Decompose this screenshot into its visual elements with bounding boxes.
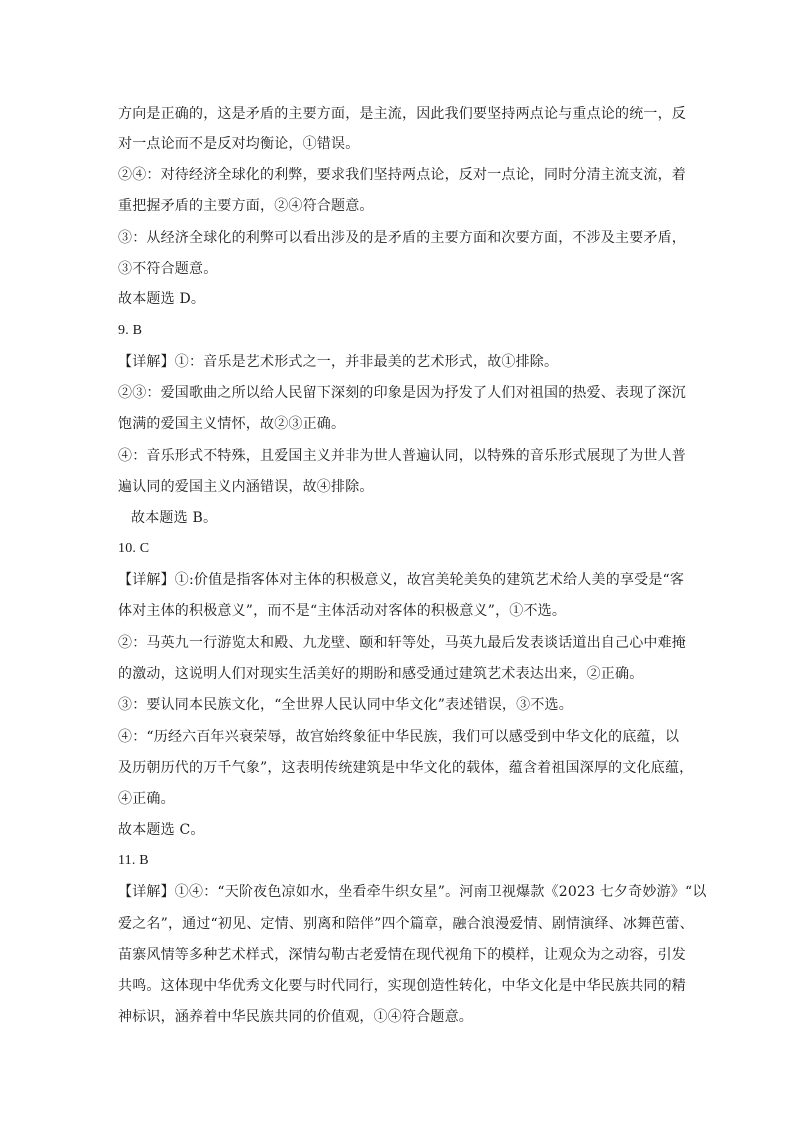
text-line: 苗寨风情等多种艺术样式，深情勾勒古老爱情在现代视角下的模样，让观众为之动容，引发 [118,947,686,963]
text-line: ②③：爱国歌曲之所以给人民留下深刻的印象是因为抒发了人们对祖国的热爱、表现了深沉 [118,385,686,401]
text-line: ④：“历经六百年兴衰荣辱，故宫始终象征中华民族，我们可以感受到中华文化的底蕴，以 [118,729,680,745]
text-line: 的激动，这说明人们对现实生活美好的期盼和感受通过建筑艺术表达出来，②正确。 [118,666,644,682]
text-line: 共鸣。这体现中华优秀文化要与时代同行，实现创造性转化，中华文化是中华民族共同的精 [118,978,686,994]
text-line: ④正确。 [118,791,175,807]
text-line: 饱满的爱国主义情怀，故②③正确。 [118,416,346,432]
text-line: ②④：对待经济全球化的利弊，要求我们坚持两点论，反对一点论，同时分清主流支流，着 [118,167,686,183]
text-line: 神标识，涵养着中华民族共同的价值观，①④符合题意。 [118,1009,473,1025]
text-line: 故本题选 D。 [118,291,206,307]
text-line: 爱之名”，通过“初见、定情、别离和陪伴”四个篇章，融合浪漫爱情、剧情演绎、冰舞芭蕾、 [118,916,694,932]
text-line: 重把握矛盾的主要方面，②④符合题意。 [118,198,374,214]
text-line: 故本题选 C。 [118,822,205,838]
question-number: 10. C [118,541,150,556]
text-line: 体对主体的积极意义”，而不是“主体活动对客体的积极意义”，①不选。 [118,603,567,619]
question-number: 9. B [118,323,143,338]
text-line: ③：从经济全球化的利弊可以看出涉及的是矛盾的主要方面和次要方面，不涉及主要矛盾， [118,230,686,246]
text-line: 方向是正确的，这是矛盾的主要方面，是主流，因此我们要坚持两点论与重点论的统一，反 [118,106,686,122]
text-line: 遍认同的爱国主义内涵错误，故④排除。 [118,479,374,495]
text-line: ③不符合题意。 [118,261,218,277]
text-line: 【详解】①④：“天阶夜色凉如水，坐看牵牛织女星”。河南卫视爆款《2023 七夕奇妙游》“以 [118,884,707,900]
text-line: 及历朝历代的万千气象”，这表明传统建筑是中华文化的载体，蕴含着祖国深厚的文化底蕴， [118,760,694,776]
text-line: ④：音乐形式不特殊，且爱国主义并非为世人普遍认同，以特殊的音乐形式展现了为世人普 [118,448,686,464]
text-line: 对一点论而不是反对均衡论，①错误。 [118,136,360,152]
text-line: ③：要认同本民族文化，“全世界人民认同中华文化”表述错误，③不选。 [118,697,573,713]
text-line: 故本题选 B。 [131,510,218,526]
text-line: 【详解】①:价值是指客体对主体的积极意义，故宫美轮美奂的建筑艺术给人美的享受是“客 [118,572,685,588]
question-number: 11. B [118,853,149,868]
text-line: 【详解】①：音乐是艺术形式之一，并非最美的艺术形式，故①排除。 [118,354,559,370]
text-line: ②：马英九一行游览太和殿、九龙壁、颐和轩等处，马英九最后发表谈话道出自己心中难掩 [118,635,686,651]
